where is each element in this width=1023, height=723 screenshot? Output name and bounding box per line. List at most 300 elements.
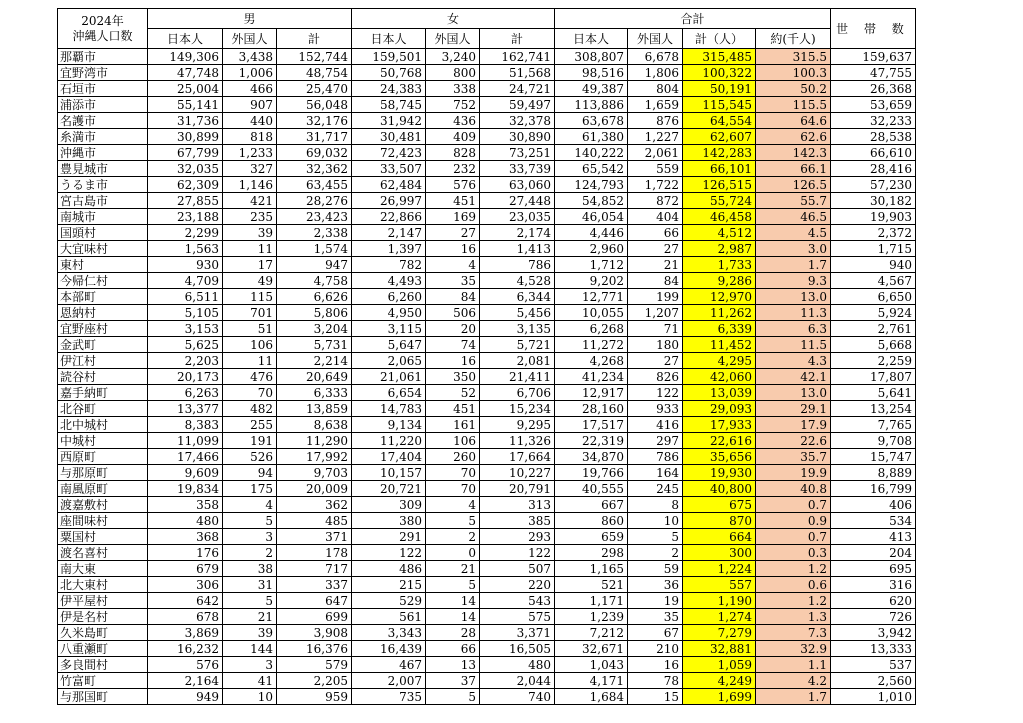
table-row xyxy=(58,129,916,145)
male-japanese-header: 日本人 xyxy=(148,29,223,49)
table-row xyxy=(58,481,916,497)
female-total-cell: 575 xyxy=(480,609,555,625)
male-total-cell: 3,908 xyxy=(277,625,352,641)
total-people-cell: 11,262 xyxy=(683,305,756,321)
male-japanese-cell: 13,377 xyxy=(148,401,223,417)
female-foreign-cell: 0 xyxy=(426,545,480,561)
female-total-cell: 30,890 xyxy=(480,129,555,145)
municipality-name-cell: 多良間村 xyxy=(58,657,148,673)
total-people-cell: 1,059 xyxy=(683,657,756,673)
total-foreign-cell: 786 xyxy=(628,449,683,465)
female-foreign-cell: 16 xyxy=(426,241,480,257)
male-japanese-cell: 2,299 xyxy=(148,225,223,241)
male-total-cell: 362 xyxy=(277,497,352,513)
municipality-name-cell: 金武町 xyxy=(58,337,148,353)
total-thousands-cell: 40.8 xyxy=(756,481,831,497)
male-foreign-cell: 466 xyxy=(223,81,277,97)
total-japanese-cell: 4,171 xyxy=(555,673,628,689)
table-row xyxy=(58,529,916,545)
total-thousands-cell: 13.0 xyxy=(756,385,831,401)
male-japanese-cell: 949 xyxy=(148,689,223,705)
total-thousands-cell: 315.5 xyxy=(756,49,831,65)
total-people-cell: 22,616 xyxy=(683,433,756,449)
total-japanese-cell: 1,684 xyxy=(555,689,628,705)
total-foreign-cell: 35 xyxy=(628,609,683,625)
total-japanese-cell: 6,268 xyxy=(555,321,628,337)
total-foreign-cell: 67 xyxy=(628,625,683,641)
female-japanese-cell: 215 xyxy=(352,577,426,593)
female-foreign-cell: 35 xyxy=(426,273,480,289)
total-foreign-cell: 872 xyxy=(628,193,683,209)
female-total-cell: 11,326 xyxy=(480,433,555,449)
total-thousands-cell: 17.9 xyxy=(756,417,831,433)
male-japanese-cell: 642 xyxy=(148,593,223,609)
households-cell: 1,010 xyxy=(831,689,916,705)
households-cell: 537 xyxy=(831,657,916,673)
total-thousands-cell: 4.2 xyxy=(756,673,831,689)
female-japanese-cell: 31,942 xyxy=(352,113,426,129)
male-japanese-cell: 4,709 xyxy=(148,273,223,289)
male-total-cell: 9,703 xyxy=(277,465,352,481)
female-japanese-cell: 58,745 xyxy=(352,97,426,113)
total-people-cell: 142,283 xyxy=(683,145,756,161)
total-foreign-cell: 84 xyxy=(628,273,683,289)
total-thousands-cell: 11.5 xyxy=(756,337,831,353)
male-total-cell: 5,806 xyxy=(277,305,352,321)
table-row xyxy=(58,401,916,417)
table-row xyxy=(58,177,916,193)
female-foreign-cell: 161 xyxy=(426,417,480,433)
table-row xyxy=(58,497,916,513)
municipality-name-cell: 豊見城市 xyxy=(58,161,148,177)
female-japanese-cell: 291 xyxy=(352,529,426,545)
total-people-cell: 1,190 xyxy=(683,593,756,609)
municipality-name-cell: うるま市 xyxy=(58,177,148,193)
total-japanese-cell: 113,886 xyxy=(555,97,628,113)
total-thousands-cell: 115.5 xyxy=(756,97,831,113)
total-people-cell: 1,699 xyxy=(683,689,756,705)
male-total-cell: 485 xyxy=(277,513,352,529)
households-cell: 2,761 xyxy=(831,321,916,337)
female-foreign-cell: 576 xyxy=(426,177,480,193)
male-japanese-cell: 5,625 xyxy=(148,337,223,353)
municipality-name-cell: 与那原町 xyxy=(58,465,148,481)
table-row xyxy=(58,161,916,177)
female-japanese-cell: 14,783 xyxy=(352,401,426,417)
total-foreign-cell: 1,722 xyxy=(628,177,683,193)
female-total-cell: 2,174 xyxy=(480,225,555,241)
table-row xyxy=(58,241,916,257)
total-foreign-cell: 297 xyxy=(628,433,683,449)
male-japanese-cell: 8,383 xyxy=(148,417,223,433)
male-foreign-cell: 907 xyxy=(223,97,277,113)
municipality-name-cell: 浦添市 xyxy=(58,97,148,113)
total-people-cell: 6,339 xyxy=(683,321,756,337)
total-japanese-cell: 308,807 xyxy=(555,49,628,65)
female-japanese-cell: 159,501 xyxy=(352,49,426,65)
table-row xyxy=(58,689,916,705)
male-japanese-cell: 6,263 xyxy=(148,385,223,401)
total-people-cell: 66,101 xyxy=(683,161,756,177)
female-total-cell: 3,135 xyxy=(480,321,555,337)
male-foreign-cell: 94 xyxy=(223,465,277,481)
total-foreign-cell: 71 xyxy=(628,321,683,337)
households-cell: 8,889 xyxy=(831,465,916,481)
total-foreign-cell: 199 xyxy=(628,289,683,305)
households-cell: 204 xyxy=(831,545,916,561)
female-japanese-cell: 50,768 xyxy=(352,65,426,81)
municipality-name-cell: 渡名喜村 xyxy=(58,545,148,561)
table-row xyxy=(58,273,916,289)
male-foreign-cell: 5 xyxy=(223,513,277,529)
total-japanese-cell: 860 xyxy=(555,513,628,529)
total-foreign-cell: 245 xyxy=(628,481,683,497)
table-row xyxy=(58,65,916,81)
total-people-cell: 7,279 xyxy=(683,625,756,641)
municipality-name-cell: 渡嘉敷村 xyxy=(58,497,148,513)
female-japanese-cell: 24,383 xyxy=(352,81,426,97)
female-total-cell: 59,497 xyxy=(480,97,555,113)
municipality-name-cell: 今帰仁村 xyxy=(58,273,148,289)
municipality-name-cell: 座間味村 xyxy=(58,513,148,529)
male-foreign-cell: 482 xyxy=(223,401,277,417)
female-japanese-cell: 30,481 xyxy=(352,129,426,145)
male-japanese-cell: 30,899 xyxy=(148,129,223,145)
male-total-cell: 3,204 xyxy=(277,321,352,337)
households-cell: 15,747 xyxy=(831,449,916,465)
female-total-cell: 1,413 xyxy=(480,241,555,257)
total-thousands-cell: 1.2 xyxy=(756,593,831,609)
male-foreign-cell: 115 xyxy=(223,289,277,305)
total-thousands-cell: 46.5 xyxy=(756,209,831,225)
total-japanese-cell: 667 xyxy=(555,497,628,513)
male-total-cell: 8,638 xyxy=(277,417,352,433)
female-total-cell: 2,081 xyxy=(480,353,555,369)
female-japanese-cell: 5,647 xyxy=(352,337,426,353)
female-japanese-cell: 3,343 xyxy=(352,625,426,641)
female-foreign-cell: 2 xyxy=(426,529,480,545)
male-total-cell: 959 xyxy=(277,689,352,705)
male-foreign-cell: 476 xyxy=(223,369,277,385)
total-japanese-cell: 65,542 xyxy=(555,161,628,177)
total-foreign-cell: 6,678 xyxy=(628,49,683,65)
male-japanese-cell: 678 xyxy=(148,609,223,625)
female-total-cell: 313 xyxy=(480,497,555,513)
table-row xyxy=(58,385,916,401)
households-cell: 9,708 xyxy=(831,433,916,449)
total-people-cell: 62,607 xyxy=(683,129,756,145)
total-japanese-cell: 98,516 xyxy=(555,65,628,81)
male-foreign-cell: 106 xyxy=(223,337,277,353)
female-foreign-cell: 13 xyxy=(426,657,480,673)
female-foreign-cell: 21 xyxy=(426,561,480,577)
total-foreign-cell: 559 xyxy=(628,161,683,177)
households-cell: 5,641 xyxy=(831,385,916,401)
total-japanese-cell: 4,268 xyxy=(555,353,628,369)
female-total-cell: 10,227 xyxy=(480,465,555,481)
total-foreign-cell: 59 xyxy=(628,561,683,577)
female-japanese-cell: 11,220 xyxy=(352,433,426,449)
female-japanese-cell: 16,439 xyxy=(352,641,426,657)
male-total-cell: 25,470 xyxy=(277,81,352,97)
male-foreign-cell: 70 xyxy=(223,385,277,401)
male-japanese-cell: 6,511 xyxy=(148,289,223,305)
male-total-cell: 48,754 xyxy=(277,65,352,81)
male-japanese-cell: 47,748 xyxy=(148,65,223,81)
total-people-cell: 19,930 xyxy=(683,465,756,481)
total-thousands-cell: 1.7 xyxy=(756,257,831,273)
table-row xyxy=(58,113,916,129)
female-japanese-cell: 21,061 xyxy=(352,369,426,385)
total-people-cell: 17,933 xyxy=(683,417,756,433)
male-japanese-cell: 306 xyxy=(148,577,223,593)
total-japanese-cell: 41,234 xyxy=(555,369,628,385)
male-total-cell: 1,574 xyxy=(277,241,352,257)
total-people-cell: 11,452 xyxy=(683,337,756,353)
male-japanese-cell: 176 xyxy=(148,545,223,561)
male-foreign-cell: 1,233 xyxy=(223,145,277,161)
total-group-header: 合計 xyxy=(555,9,831,29)
total-japanese-cell: 28,160 xyxy=(555,401,628,417)
total-japanese-cell: 7,212 xyxy=(555,625,628,641)
households-cell: 413 xyxy=(831,529,916,545)
total-japanese-cell: 61,380 xyxy=(555,129,628,145)
total-japanese-cell: 140,222 xyxy=(555,145,628,161)
female-foreign-cell: 4 xyxy=(426,497,480,513)
male-total-cell: 178 xyxy=(277,545,352,561)
total-foreign-cell: 826 xyxy=(628,369,683,385)
male-total-cell: 20,009 xyxy=(277,481,352,497)
total-people-cell: 55,724 xyxy=(683,193,756,209)
total-people-cell: 50,191 xyxy=(683,81,756,97)
total-foreign-cell: 210 xyxy=(628,641,683,657)
total-people-cell: 4,249 xyxy=(683,673,756,689)
male-japanese-cell: 16,232 xyxy=(148,641,223,657)
total-thousands-cell: 13.0 xyxy=(756,289,831,305)
total-foreign-cell: 180 xyxy=(628,337,683,353)
municipality-name-cell: 那覇市 xyxy=(58,49,148,65)
table-row xyxy=(58,657,916,673)
female-foreign-cell: 828 xyxy=(426,145,480,161)
female-japanese-cell: 62,484 xyxy=(352,177,426,193)
female-japanese-cell: 6,260 xyxy=(352,289,426,305)
households-cell: 726 xyxy=(831,609,916,625)
female-japanese-cell: 33,507 xyxy=(352,161,426,177)
total-japanese-cell: 4,446 xyxy=(555,225,628,241)
male-total-cell: 371 xyxy=(277,529,352,545)
female-japanese-cell: 3,115 xyxy=(352,321,426,337)
total-foreign-cell: 876 xyxy=(628,113,683,129)
female-foreign-cell: 84 xyxy=(426,289,480,305)
male-japanese-cell: 55,141 xyxy=(148,97,223,113)
total-japanese-cell: 22,319 xyxy=(555,433,628,449)
male-total-cell: 32,362 xyxy=(277,161,352,177)
total-people-cell: 100,322 xyxy=(683,65,756,81)
total-foreign-cell: 5 xyxy=(628,529,683,545)
female-total-cell: 740 xyxy=(480,689,555,705)
municipality-name-cell: 南大東 xyxy=(58,561,148,577)
total-foreign-cell: 933 xyxy=(628,401,683,417)
female-japanese-header: 日本人 xyxy=(352,29,426,49)
female-foreign-header: 外国人 xyxy=(426,29,480,49)
municipality-name-cell: 大宜味村 xyxy=(58,241,148,257)
total-japanese-cell: 10,055 xyxy=(555,305,628,321)
female-foreign-cell: 506 xyxy=(426,305,480,321)
female-foreign-cell: 16 xyxy=(426,353,480,369)
municipality-name-cell: 伊平屋村 xyxy=(58,593,148,609)
female-total-cell: 2,044 xyxy=(480,673,555,689)
male-total-cell: 2,338 xyxy=(277,225,352,241)
households-cell: 13,333 xyxy=(831,641,916,657)
total-thousands-cell: 22.6 xyxy=(756,433,831,449)
table-row xyxy=(58,225,916,241)
female-foreign-cell: 232 xyxy=(426,161,480,177)
female-foreign-cell: 70 xyxy=(426,481,480,497)
total-thousands-cell: 0.7 xyxy=(756,529,831,545)
municipality-name-cell: 西原町 xyxy=(58,449,148,465)
total-foreign-cell: 1,659 xyxy=(628,97,683,113)
municipality-name-cell: 北大東村 xyxy=(58,577,148,593)
male-foreign-cell: 526 xyxy=(223,449,277,465)
table-row xyxy=(58,609,916,625)
households-cell: 2,372 xyxy=(831,225,916,241)
male-total-cell: 16,376 xyxy=(277,641,352,657)
table-title: 沖縄人口数 xyxy=(72,28,133,43)
female-foreign-cell: 409 xyxy=(426,129,480,145)
total-foreign-cell: 78 xyxy=(628,673,683,689)
male-total-cell: 28,276 xyxy=(277,193,352,209)
total-foreign-cell: 10 xyxy=(628,513,683,529)
male-foreign-cell: 39 xyxy=(223,625,277,641)
table-row xyxy=(58,257,916,273)
female-japanese-cell: 561 xyxy=(352,609,426,625)
year-label: 2024年 xyxy=(81,13,124,28)
table-row xyxy=(58,561,916,577)
total-thousands-cell: 42.1 xyxy=(756,369,831,385)
total-foreign-cell: 1,207 xyxy=(628,305,683,321)
municipality-name-cell: 久米島町 xyxy=(58,625,148,641)
female-japanese-cell: 72,423 xyxy=(352,145,426,161)
male-foreign-cell: 175 xyxy=(223,481,277,497)
households-cell: 30,182 xyxy=(831,193,916,209)
female-foreign-cell: 27 xyxy=(426,225,480,241)
total-thousands-cell: 62.6 xyxy=(756,129,831,145)
table-row xyxy=(58,353,916,369)
total-japanese-cell: 2,960 xyxy=(555,241,628,257)
total-thousands-cell: 6.3 xyxy=(756,321,831,337)
male-foreign-cell: 1,146 xyxy=(223,177,277,193)
total-foreign-cell: 2,061 xyxy=(628,145,683,161)
table-row xyxy=(58,305,916,321)
male-japanese-cell: 480 xyxy=(148,513,223,529)
male-foreign-cell: 235 xyxy=(223,209,277,225)
households-cell: 2,560 xyxy=(831,673,916,689)
male-total-cell: 6,333 xyxy=(277,385,352,401)
total-japanese-header: 日本人 xyxy=(555,29,628,49)
municipality-name-cell: 恩納村 xyxy=(58,305,148,321)
male-japanese-cell: 358 xyxy=(148,497,223,513)
male-japanese-cell: 2,203 xyxy=(148,353,223,369)
female-total-cell: 4,528 xyxy=(480,273,555,289)
male-japanese-cell: 31,736 xyxy=(148,113,223,129)
male-foreign-cell: 255 xyxy=(223,417,277,433)
total-japanese-cell: 54,852 xyxy=(555,193,628,209)
female-japanese-cell: 1,397 xyxy=(352,241,426,257)
municipality-name-cell: 北谷町 xyxy=(58,401,148,417)
female-japanese-cell: 2,065 xyxy=(352,353,426,369)
female-foreign-cell: 20 xyxy=(426,321,480,337)
male-foreign-cell: 818 xyxy=(223,129,277,145)
male-total-cell: 699 xyxy=(277,609,352,625)
total-foreign-cell: 27 xyxy=(628,241,683,257)
female-foreign-cell: 5 xyxy=(426,577,480,593)
table-row xyxy=(58,449,916,465)
total-people-cell: 870 xyxy=(683,513,756,529)
female-japanese-cell: 380 xyxy=(352,513,426,529)
households-cell: 159,637 xyxy=(831,49,916,65)
total-people-cell: 12,970 xyxy=(683,289,756,305)
male-japanese-cell: 67,799 xyxy=(148,145,223,161)
male-japanese-cell: 23,188 xyxy=(148,209,223,225)
male-foreign-cell: 2 xyxy=(223,545,277,561)
male-japanese-cell: 1,563 xyxy=(148,241,223,257)
total-japanese-cell: 19,766 xyxy=(555,465,628,481)
total-thousands-cell: 3.0 xyxy=(756,241,831,257)
households-cell: 2,259 xyxy=(831,353,916,369)
male-foreign-cell: 421 xyxy=(223,193,277,209)
total-thousands-cell: 1.1 xyxy=(756,657,831,673)
total-foreign-cell: 36 xyxy=(628,577,683,593)
female-total-cell: 32,378 xyxy=(480,113,555,129)
female-japanese-cell: 4,950 xyxy=(352,305,426,321)
total-japanese-cell: 12,917 xyxy=(555,385,628,401)
table-row xyxy=(58,417,916,433)
households-cell: 5,924 xyxy=(831,305,916,321)
female-japanese-cell: 4,493 xyxy=(352,273,426,289)
table-row xyxy=(58,81,916,97)
male-foreign-cell: 3 xyxy=(223,657,277,673)
total-foreign-cell: 1,806 xyxy=(628,65,683,81)
households-cell: 53,659 xyxy=(831,97,916,113)
total-people-cell: 13,039 xyxy=(683,385,756,401)
male-total-cell: 31,717 xyxy=(277,129,352,145)
male-total-cell: 23,423 xyxy=(277,209,352,225)
male-total-cell: 6,626 xyxy=(277,289,352,305)
female-japanese-cell: 20,721 xyxy=(352,481,426,497)
male-total-cell: 4,758 xyxy=(277,273,352,289)
female-japanese-cell: 122 xyxy=(352,545,426,561)
female-total-cell: 3,371 xyxy=(480,625,555,641)
total-thousands-cell: 100.3 xyxy=(756,65,831,81)
households-cell: 32,233 xyxy=(831,113,916,129)
households-cell: 28,538 xyxy=(831,129,916,145)
total-people-cell: 675 xyxy=(683,497,756,513)
total-thousands-cell: 50.2 xyxy=(756,81,831,97)
male-total-cell: 2,214 xyxy=(277,353,352,369)
female-foreign-cell: 66 xyxy=(426,641,480,657)
female-total-cell: 73,251 xyxy=(480,145,555,161)
households-cell: 13,254 xyxy=(831,401,916,417)
female-japanese-cell: 486 xyxy=(352,561,426,577)
total-japanese-cell: 1,239 xyxy=(555,609,628,625)
male-foreign-cell: 41 xyxy=(223,673,277,689)
total-japanese-cell: 40,555 xyxy=(555,481,628,497)
households-cell: 17,807 xyxy=(831,369,916,385)
total-japanese-cell: 1,165 xyxy=(555,561,628,577)
households-cell: 16,799 xyxy=(831,481,916,497)
table-row xyxy=(58,513,916,529)
female-japanese-cell: 309 xyxy=(352,497,426,513)
